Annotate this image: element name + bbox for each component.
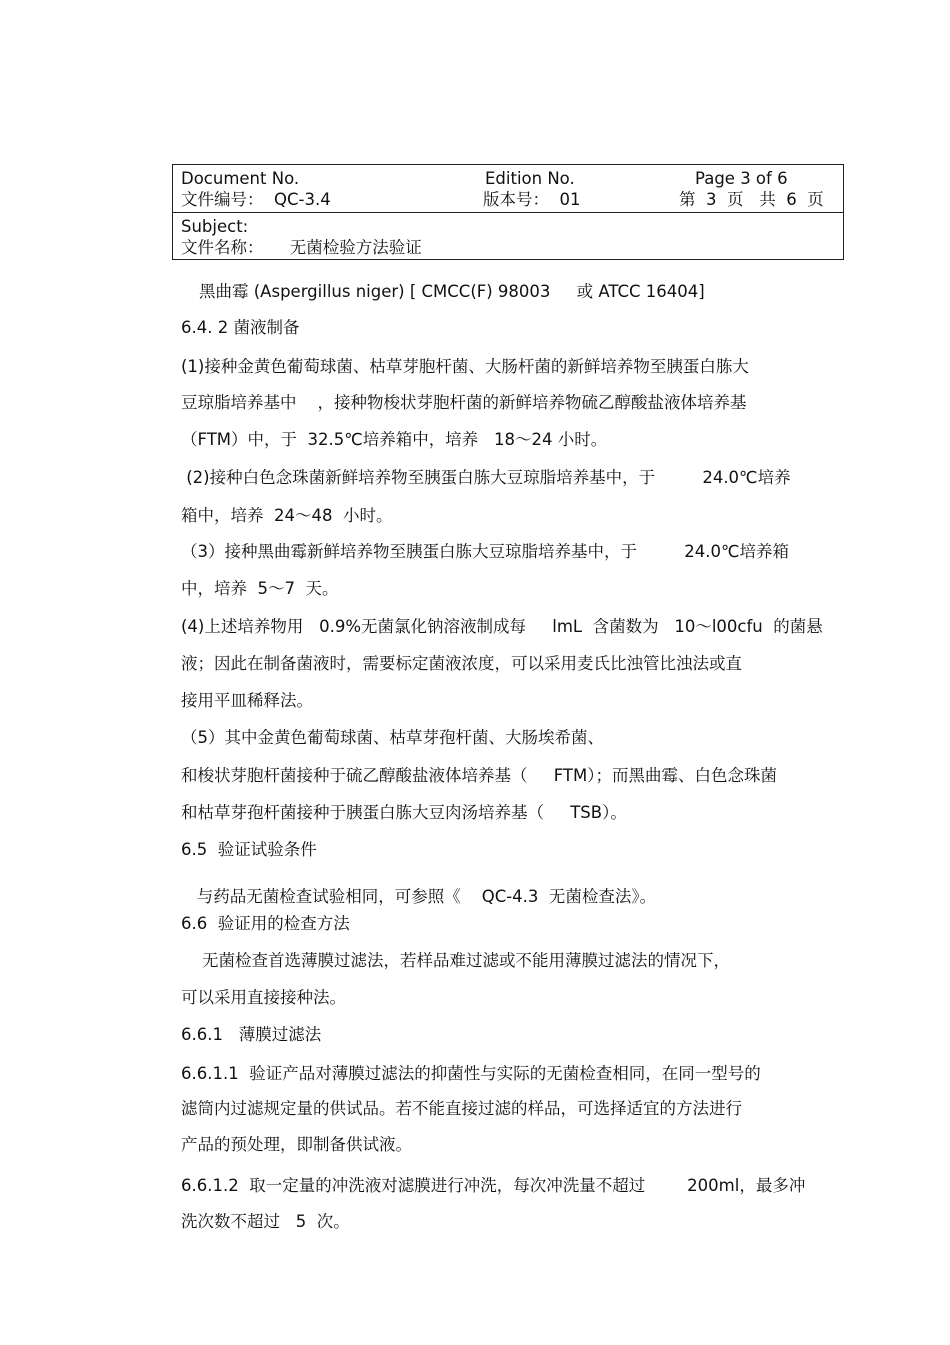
paragraph-line: 箱中，培养 24～48 小时。: [181, 506, 393, 525]
paragraph-line: 和梭状芽胞杆菌接种于硫乙醇酸盐液体培养基（ FTM）；而黑曲霉、白色念珠菌: [181, 766, 777, 785]
paragraph-line: 6.6.1.1 验证产品对薄膜过滤法的抑菌性与实际的无菌检查相同，在同一型号的: [181, 1064, 761, 1083]
page-number-cn: 第 3 页 共 6 页: [679, 190, 824, 209]
paragraph-line: (1)接种金黄色葡萄球菌、枯草芽胞杆菌、大肠杆菌的新鲜培养物至胰蛋白胨大: [181, 357, 749, 376]
paragraph-line: 无菌检查首选薄膜过滤法，若样品难过滤或不能用薄膜过滤法的情况下，: [181, 951, 730, 970]
paragraph-line: 液；因此在制备菌液时，需要标定菌液浓度，可以采用麦氏比浊管比浊法或直: [181, 654, 742, 673]
section-heading-6-5: 6.5 验证试验条件: [181, 840, 317, 859]
paragraph-line: 滤筒内过滤规定量的供试品。若不能直接过滤的样品，可选择适宜的方法进行: [181, 1099, 742, 1118]
paragraph-line: 中，培养 5～7 天。: [181, 579, 339, 598]
subject-label: Subject:: [181, 217, 249, 236]
section-heading-6-4-2: 6.4. 2 菌液制备: [181, 318, 300, 337]
edition-no-value: 版本号： 01: [483, 190, 581, 209]
section-heading-6-6: 6.6 验证用的检查方法: [181, 914, 350, 933]
organism-line: 黑曲霉 (Aspergillus niger) [ CMCC(F) 98003 或 ATCC 16404]: [199, 282, 705, 301]
edition-no-label: Edition No.: [485, 169, 575, 188]
paragraph-line: (4)上述培养物用 0.9%无菌氯化钠溶液制成每 lmL 含菌数为 10～l00cfu 的菌悬: [181, 617, 823, 636]
document-body: [181, 0, 846, 1345]
paragraph-line: （5）其中金黄色葡萄球菌、枯草芽孢杆菌、大肠埃希菌、: [181, 728, 604, 747]
paragraph-line: （3）接种黑曲霉新鲜培养物至胰蛋白胨大豆琼脂培养基中，于 24.0℃培养箱: [181, 542, 789, 561]
section-heading-6-6-1: 6.6.1 薄膜过滤法: [181, 1025, 322, 1044]
document-no-label: Document No.: [181, 169, 300, 188]
page-label: Page 3 of 6: [695, 169, 788, 188]
paragraph-line: 和枯草芽孢杆菌接种于胰蛋白胨大豆肉汤培养基（ TSB）。: [181, 803, 627, 822]
paragraph-line: 产品的预处理，即制备供试液。: [181, 1135, 412, 1154]
paragraph-line: 洗次数不超过 5 次。: [181, 1212, 350, 1231]
document-no-value: 文件编号： QC-3.4: [181, 190, 331, 209]
paragraph-line: (2)接种白色念珠菌新鲜培养物至胰蛋白胨大豆琼脂培养基中，于 24.0℃培养: [181, 468, 791, 487]
paragraph-line: 接用平皿稀释法。: [181, 691, 313, 710]
subject-value: 文件名称： 无菌检验方法验证: [181, 238, 422, 257]
paragraph-line: 可以采用直接接种法。: [181, 988, 346, 1007]
paragraph-line: 与药品无菌检查试验相同，可参照《 QC-4.3 无菌检查法》。: [181, 887, 657, 906]
paragraph-line: （FTM）中，于 32.5℃培养箱中，培养 18～24 小时。: [181, 430, 608, 449]
paragraph-line: 6.6.1.2 取一定量的冲洗液对滤膜进行冲洗，每次冲洗量不超过 200ml，最多冲: [181, 1176, 806, 1195]
paragraph-line: 豆琼脂培养基中 ，接种物梭状芽胞杆菌的新鲜培养物硫乙醇酸盐液体培养基: [181, 393, 747, 412]
